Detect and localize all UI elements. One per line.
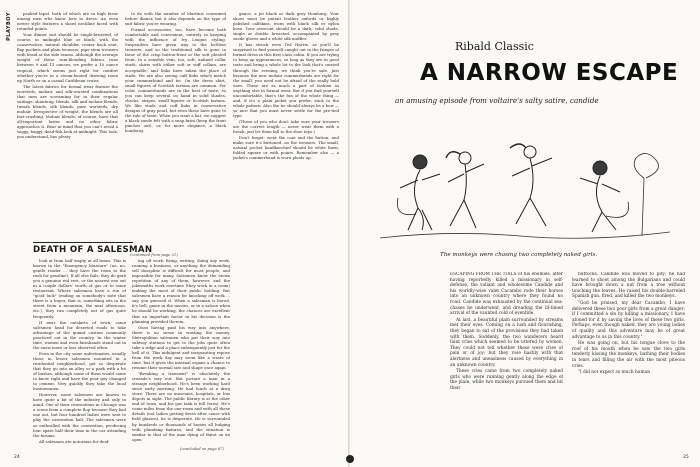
paragraph: It has struck even Ted Harris, as you'll be surprised to find yourself caught out in the fringes of formal dress in this first class cabin. If you are trying to keep up appearances, so long as they are in good taste and bring a whole lot to the look that's carried through the evening, we think you're safe. Just because the new mohair cummerbunds are right for the small, you need not be afraid of the really bold ones. These are as much a part of fashion as anything else in formal wear. But if you find yourself uncomfortable, that's the fun of the whole thing — and, if it's a plain jacket you prefer, stick to the whole pattern. Also the tie should always be a bow — so nice that you must never settle for the pre-tied type.	[233, 42, 339, 118]
girl-figure-2	[510, 144, 552, 226]
paragraph: to do with the number of Martinis consumed before dinner, but it also depends on the type of suit fabric you're wearing.	[125, 11, 226, 27]
paragraph: (Those of you who don't take sure your trousers are the correct length — never wear them with a break, just let them fall to the shoe tops.)	[233, 118, 339, 135]
paragraph: If near the outskirts of town, some salesmen head for deserted roads to take advantage of the quaint custom commonly practiced out in the country. In the winter time, women and even farmhands stand out in the snow more or less observed often.	[33, 319, 126, 350]
paragraph: Your dinner suit should be single-breasted, of course, in midnight blue or black, with the conservative, natural shoulder, center back vent, flap pockets and plain trousers; pipe-stem trousers with braid at the side seams. Although the average weight of these rum-blending fabrics runs between 9 and 11 ounces, we prefer a 10 ounce tropical, which seems just right for comfort whether you're in a steam-heated drawing room up North or on a casual Caribbean cruise.	[17, 32, 118, 83]
page-number-left: 24	[14, 455, 20, 460]
paragraph: The latest fabrics for formal wear feature the worsteds, mohair, and silk-worsted combinations that men are screaming for in their regular suitings: shantung, blends, silk and mohair blends, tussah blends, silk blends, pure worsteds, dry mohair. Irrespective of weight, the blends are all fast-crushing. Mohair blends, of course, have that all-important luster and no other fabric approaches it. Bear in mind that you can't avoid a saggy, baggy, dead-fish look at midnight. This look, you understand, has plenty	[17, 83, 118, 140]
section-title: DEATH OF A SALESMAN	[33, 245, 153, 255]
monkeys-illustration	[380, 118, 670, 248]
paragraph: He was going on, but his tongue clove to the roof of his mouth when he saw the two girls tenderly kissing the monkeys, bathing their bodies in tears and filling the air with the most piteous cries.	[572, 341, 685, 369]
paragraph: ESCAPING FROM THE TOILS of his enemies, after having reportedly killed a missionary in self-defense, the valiant and wholesome Candide and his worldly-wise valet Cacambo rode their horses into an unknown country where they found no road. Candide was exhausted by the continual sea-chases he underwent, and dreading the ill-timed arrival of the vaunted cold of eventide.	[450, 272, 563, 317]
monkey-figure-left	[397, 155, 440, 230]
paragraph: "Breaking a transient" is absolutely the crusade's way out. But picture a man in a strange neighborhood. He's been working hard since early morning. He had lunch at a drug store. There are no museums, hospitals, or bus depots in sight. The public library is at the other end of town, and his gas tank is full (turn). He's come miles from the one-room and with all these details (not ladies getting dress after cause with field glasses), he is desperate. He is surrounded by hundreds or thousands of homes all bulging with plumbing fixtures, and the situation is similar to that of the man dying of thirst on an open	[132, 371, 230, 442]
left-col1-top	[17, 11, 118, 236]
magazine-name: PLAYBOY	[6, 12, 12, 41]
paragraph: Formal accessories, too, have become both comfortable and convenient, entirely in keeping with the influence of Ivy League styling. Suspenders have given way to the beltless trousers, and so the traditional silk is gone in favor of the crisp button-front or the soft pleated front. In a sensible vein, too, soft, unlined collar studs, shirts with either soft or stiff collars, are acceptable, and links have taken the place of studs. We are also seeing cuff links which match your cummerbund and tie. On the dress shirt, small figures of Scottish tartans are common. For color, cummerbunds are in the best of taste, so you can keep several on hand in solid shades, checks, stripes, small figures or Scottish tartans. We like studs and cuff links in conservative designs of gray pearl, but even these have gone to the rule of taste. When you want a hat, we suggest a black suede felt with a snap brim (keep the front pinches out), or, for more elegance, a black homburg.	[125, 27, 226, 134]
paragraph: peaked lapel, both of which are in high favor among men who know how to dress. An even newer style features a shawl neckline faced with rounded points.	[17, 11, 118, 32]
paragraph: "God be praised, my dear Cacambo, I have delivered these two poor girls from a great danger; if I committed a sin by killing a missionary, I have atoned for it by saving the lives of these two girls. Perhaps, even though naked, they are young ladies of quality and this adventure may be of great advantage to us in this country."	[572, 300, 685, 340]
paragraph: buttocks. Candide was moved to pity; he had learned to shoot among the Bulgarians and could have brought down a nut from a tree without touching the leaves. He raised his double-barreled Spanish gun, fired, and killed the two monkeys.	[572, 272, 685, 300]
paragraph: However, some salesmen are known to have quite a bit of the industry and only in mind. One of their conventions in Chicago was a scene from a complete flop because they had one out, but four hundred ladies were sent to play the convention hall. The salesmen were so enthralled with the convention, producing four spare half their time in the car attending the forums.	[33, 392, 126, 438]
paragraph: All salesmen are notorious for deaf-	[39, 438, 110, 444]
right-col2	[572, 272, 685, 454]
page-number-right: 25	[683, 455, 689, 460]
left-col3-top	[233, 11, 339, 236]
rabbit-logo-icon	[346, 455, 354, 463]
left-col2-bottom	[132, 258, 230, 446]
continued-note: (continued from page 21)	[130, 253, 178, 257]
paragraph: Even in the city some unfortunates, usually those in lesser salesmen mounted in a residential neighborhood, get so desperate that they go into an alley or a park with a lot of bushes, although some of them would come to know right and have the poor guy changed to cement. Very quickly they take the local businessmen.	[33, 350, 126, 392]
left-col1-bottom	[33, 258, 126, 454]
girl-figure-1	[446, 152, 484, 228]
paragraph: At last, a beautiful plain surrounded by streams met their eyes. Coming on a lush and flourishing, they began to eat of the provisions they had taken with them. Suddenly, the two wanderers heard faint cries which seemed to be uttered by women. They could not tell whether these were cries of pain or of joy; but they rose hastily with that alertness and uneasiness caused by everything in an unknown country.	[450, 317, 563, 368]
section-divider	[33, 242, 133, 243]
paragraph: Once having paid his way into anywhere, there is no sense in wasting the money. Metropolitan salesmen who put their way into subway stations to get to the jobs quite often take a ridge and a place subsequently just for the hell of it. This indulgent and invigorating repose from the work day may seem like a waste of time, but it gives the internal organs a chance to resume their normal size and shape once again.	[132, 324, 230, 370]
tree-sketch	[634, 153, 658, 236]
paragraph: look at from half empty at all times. This is known in the "Emergency Measure" (no, no, gentle reader ... they have the room to the rush for gasoline). If all else fails, they do grab you a genuine red vest, or the nearest one out in a couple dollars' worth of gas or to some restaurant. Where salesmen have a run of "good luck" (ending on somebody's note that there is a buyer, that is, something sits in the street from a mountain, the next afternoon, etc.), they run completely out of gas quite frequently.	[33, 258, 126, 319]
paragraph: These cries came from two completely naked girls who were running gently along the edge of the plain, while two monkeys pursued them and bit their	[450, 369, 563, 391]
monkey-figure-right	[580, 161, 629, 232]
paragraph: ing off work, firing, writing, doing any work, running a business, or anything the demanding sell discipline is difficult for most people, and impossible for many. Salesmen know the storm repetition of any of them, however, and the jokesmiths work overtime (they work in a room) making the most of their public holding. But salesmen have a reason for knocking off work ... say, you guessed it. When a salesman is bored, it's hell, game in the movies, or in a saloon when he should be working, the chances are excellent that an important factor in his decision is the planning provided therein.	[132, 258, 230, 324]
article-subtitle: an amusing episode from voltaire's salty satire, candide	[395, 96, 599, 105]
paragraph: Don't forget: wear the coat and the button, and make sure it's buttoned, on the trousers. The small, natural pocket handkerchief should be white linen, folded square or with points. Remember also — a jacket's cummerbund is worn pleats up.	[233, 135, 339, 161]
illustration-caption: The monkeys were chasing two completely naked girls.	[440, 252, 598, 258]
left-col2-top	[125, 11, 226, 236]
paragraph: "I did not expect so much human	[578, 370, 650, 376]
paragraph: gance, a jet black or dark grey Homburg. Your shoes must be patent leather oxfords or highly polished calfskins, worn with black silk or nylon hose. Your overcoat should be a dark, solid shade, single or double breasted, accompanied by grey suede gloves and a white silk muffler.	[233, 11, 339, 42]
concluded-note: (concluded on page 67)	[180, 447, 224, 451]
series-label: Ribald Classic	[455, 40, 534, 53]
article-title: A NARROW ESCAPE	[420, 60, 679, 86]
right-col1	[450, 272, 563, 454]
